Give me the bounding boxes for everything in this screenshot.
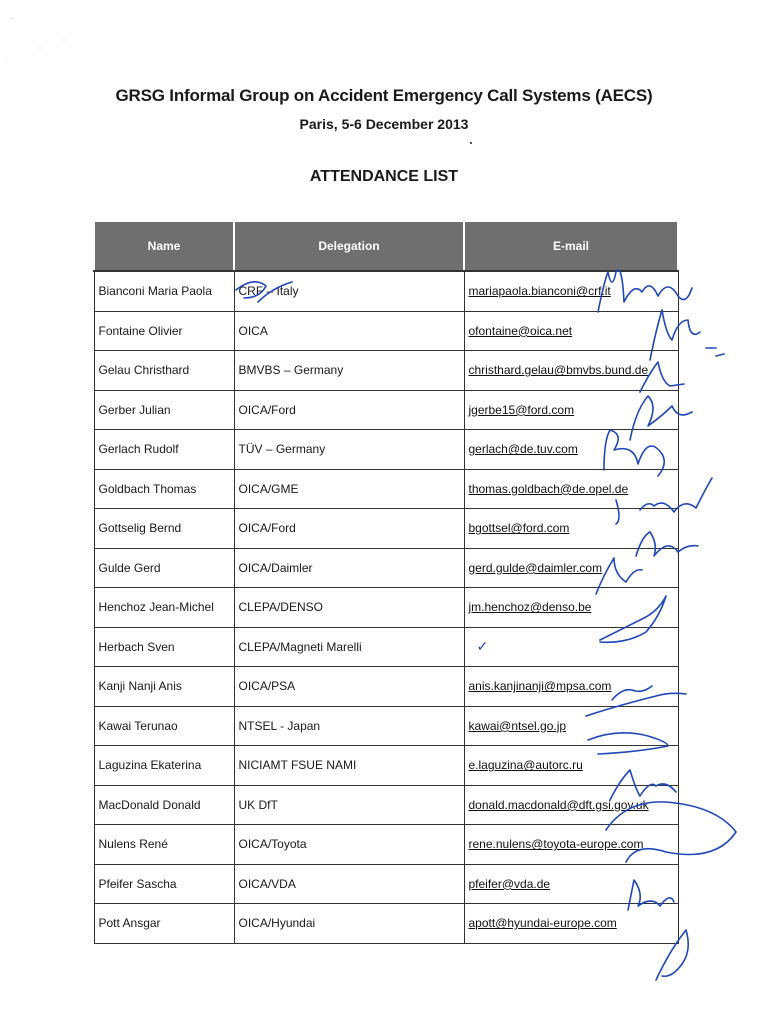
cell-name: MacDonald Donald <box>94 785 234 825</box>
cell-email[interactable]: donald.macdonald@dft.gsi.gov.uk <box>464 785 678 825</box>
cell-email[interactable]: kawai@ntsel.go.jp <box>464 706 678 746</box>
cell-email[interactable]: pfeifer@vda.de <box>464 864 678 904</box>
cell-delegation: OICA/Ford <box>234 390 464 430</box>
table-row <box>94 706 678 746</box>
cell-delegation: OICA/Ford <box>234 509 464 549</box>
cell-delegation: OICA/Hyundai <box>234 904 464 944</box>
table-row <box>94 785 678 825</box>
cell-email[interactable]: christhard.gelau@bmvbs.bund.de <box>464 351 678 391</box>
cell-name: Gerlach Rudolf <box>94 430 234 470</box>
cell-name: Herbach Sven <box>94 627 234 667</box>
column-header-email: E-mail <box>464 221 678 271</box>
cell-email[interactable]: ofontaine@oica.net <box>464 311 678 351</box>
cell-email[interactable]: gerlach@de.tuv.com <box>464 430 678 470</box>
attendance-heading: ATTENDANCE LIST <box>309 168 459 185</box>
cell-name: Kanji Nanji Anis <box>94 667 234 707</box>
cell-email[interactable]: jm.henchoz@denso.be <box>464 588 678 628</box>
table-row <box>94 430 678 470</box>
cell-email[interactable]: bgottsel@ford.com <box>464 509 678 549</box>
cell-email[interactable]: gerd.gulde@daimler.com <box>464 548 678 588</box>
cell-delegation: TÜV – Germany <box>234 430 464 470</box>
cell-name: Kawai Terunao <box>94 706 234 746</box>
table-row <box>94 390 678 430</box>
column-header-delegation: Delegation <box>234 221 464 271</box>
scan-dot <box>470 142 472 144</box>
table-row <box>94 746 678 786</box>
table-row <box>94 588 678 628</box>
table-row <box>94 271 678 311</box>
cell-delegation: NICIAMT FSUE NAMI <box>234 746 464 786</box>
table-row <box>94 469 678 509</box>
cell-name: Gerber Julian <box>94 390 234 430</box>
table-header-row <box>94 221 678 271</box>
table-row <box>94 509 678 549</box>
table-row <box>94 548 678 588</box>
column-header-name: Name <box>94 221 234 271</box>
cell-delegation: UK DfT <box>234 785 464 825</box>
cell-email[interactable]: jgerbe15@ford.com <box>464 390 678 430</box>
table-row <box>94 864 678 904</box>
cell-email[interactable]: rene.nulens@toyota-europe.com <box>464 825 678 865</box>
table-row <box>94 667 678 707</box>
cell-delegation: OICA <box>234 311 464 351</box>
cell-name: Bianconi Maria Paola <box>94 271 234 311</box>
document-subtitle: Paris, 5-6 December 2013 <box>299 116 469 132</box>
cell-delegation: OICA/Daimler <box>234 548 464 588</box>
cell-delegation: OICA/GME <box>234 469 464 509</box>
cell-name: Laguzina Ekaterina <box>94 746 234 786</box>
table-row <box>94 904 678 944</box>
cell-name: Fontaine Olivier <box>94 311 234 351</box>
cell-delegation: NTSEL - Japan <box>234 706 464 746</box>
cell-name: Goldbach Thomas <box>94 469 234 509</box>
cell-delegation: OICA/PSA <box>234 667 464 707</box>
cell-delegation: CLEPA/DENSO <box>234 588 464 628</box>
cell-name: Gulde Gerd <box>94 548 234 588</box>
document-title: GRSG Informal Group on Accident Emergency Call Systems (AECS) <box>115 86 653 105</box>
cell-name: Pott Ansgar <box>94 904 234 944</box>
cell-email[interactable]: mariapaola.bianconi@crf.it <box>464 271 678 311</box>
cell-name: Pfeifer Sascha <box>94 864 234 904</box>
cell-delegation: OICA/Toyota <box>234 825 464 865</box>
cell-email[interactable]: e.laguzina@autorc.ru <box>464 746 678 786</box>
table-row <box>94 825 678 865</box>
table-row <box>94 351 678 391</box>
cell-delegation: CRF – Italy <box>234 271 464 311</box>
cell-email[interactable]: thomas.goldbach@de.opel.de <box>464 469 678 509</box>
cell-email[interactable]: anis.kanjinanji@mpsa.com <box>464 667 678 707</box>
cell-delegation: BMVBS – Germany <box>234 351 464 391</box>
cell-name: Gelau Christhard <box>94 351 234 391</box>
cell-name: Henchoz Jean-Michel <box>94 588 234 628</box>
cell-delegation: CLEPA/Magneti Marelli <box>234 627 464 667</box>
table-row <box>94 311 678 351</box>
cell-name: Gottselig Bernd <box>94 509 234 549</box>
cell-delegation: OICA/VDA <box>234 864 464 904</box>
attendance-table <box>93 220 679 944</box>
table-row <box>94 627 678 667</box>
cell-email-checkmark: ✓ <box>464 627 678 667</box>
cell-email[interactable]: apott@hyundai-europe.com <box>464 904 678 944</box>
cell-name: Nulens René <box>94 825 234 865</box>
scan-specks <box>0 0 120 80</box>
